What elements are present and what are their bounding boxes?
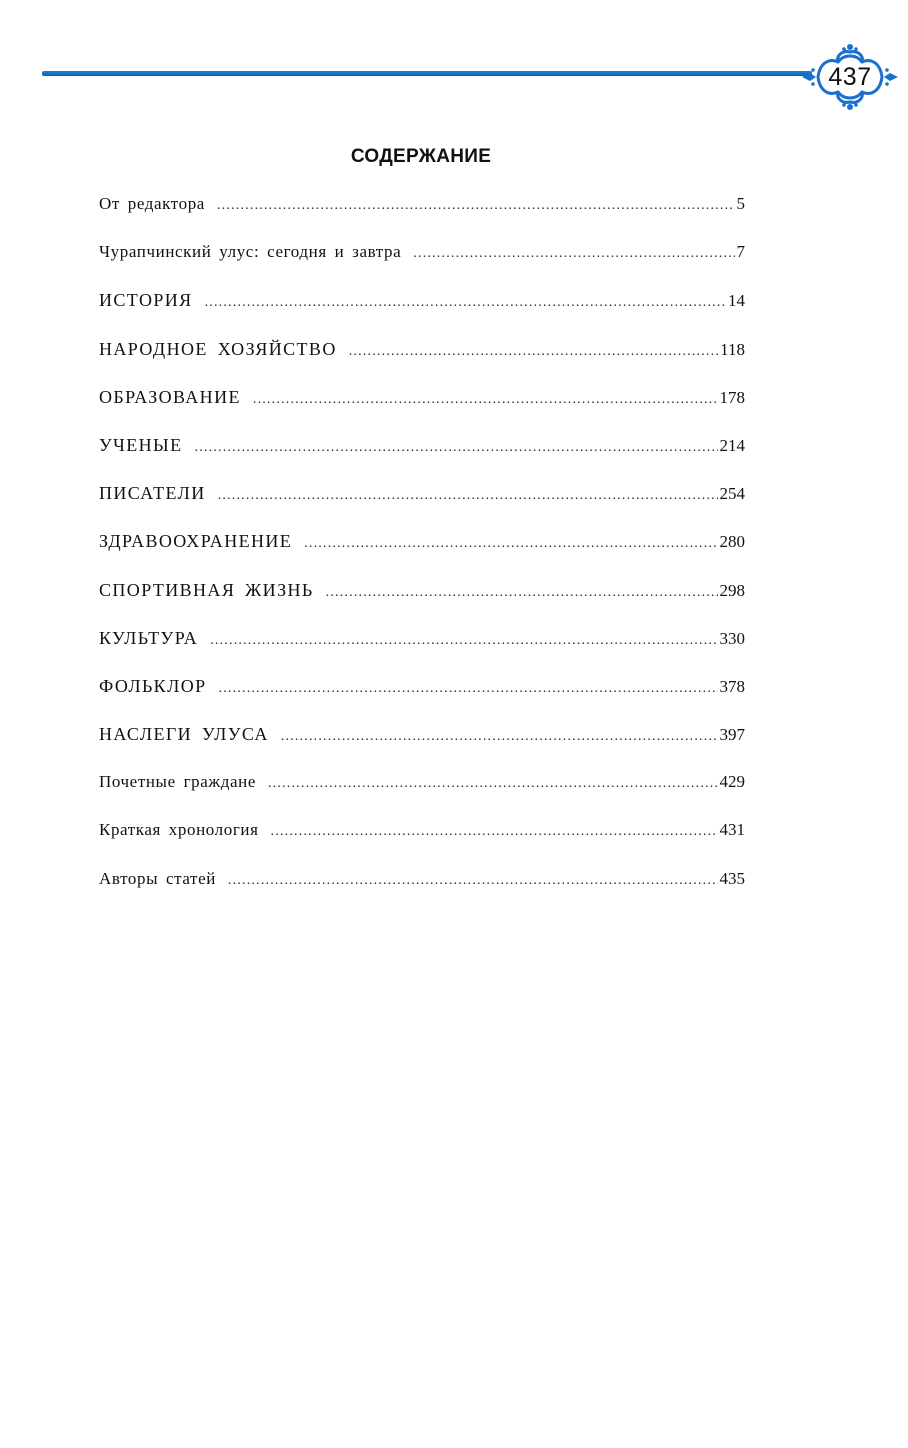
- toc-entry: [99, 724, 745, 772]
- toc-title: СОДЕРЖАНИЕ: [350, 146, 492, 167]
- toc-entry: [99, 869, 745, 917]
- toc-entry-page: 118: [720, 339, 745, 359]
- toc-entry-title: Чурапчинский улус: сегодня и завтра: [99, 242, 402, 262]
- toc-entry-page: 5: [736, 194, 745, 213]
- dot-leader: [218, 488, 718, 504]
- dot-leader: [217, 198, 735, 214]
- toc-entry-page: 7: [736, 242, 745, 262]
- toc-entry-page: 280: [719, 532, 745, 552]
- toc-entry: [99, 772, 745, 820]
- toc-entry: [99, 628, 745, 676]
- toc-entry-title: Авторы статей: [99, 868, 216, 888]
- dot-leader: [219, 681, 718, 697]
- toc-entry-title: НАСЛЕГИ УЛУСА: [99, 724, 269, 745]
- dot-leader: [271, 824, 718, 840]
- toc-entry: [99, 531, 745, 579]
- toc-entry-page: 397: [719, 725, 745, 745]
- dot-leader: [210, 633, 717, 649]
- toc-entry: [99, 339, 745, 387]
- toc-entry-page: 14: [728, 291, 745, 311]
- toc-entry: [99, 435, 745, 483]
- toc-entry: [99, 290, 745, 338]
- dot-leader: [205, 295, 726, 311]
- toc-entry-title: НАРОДНОЕ ХОЗЯЙСТВО: [99, 338, 337, 359]
- header-rule: [42, 71, 812, 76]
- toc-entry-page: 298: [719, 580, 745, 600]
- page-number-badge: [800, 42, 900, 112]
- page-number: 437: [828, 63, 872, 91]
- toc-entry-page: 429: [719, 772, 745, 792]
- dot-leader: [413, 246, 734, 262]
- toc-list: [99, 194, 745, 917]
- toc-entry-page: 214: [719, 435, 745, 455]
- toc-entry-title: Краткая хронология: [99, 820, 259, 840]
- toc-entry-page: 431: [719, 820, 745, 840]
- toc-entry-title: КУЛЬТУРА: [99, 627, 199, 648]
- toc-entry: [99, 242, 745, 290]
- toc-entry-title: ПИСАТЕЛИ: [99, 483, 206, 504]
- toc-entry: [99, 387, 745, 435]
- toc-entry-title: ОБРАЗОВАНИЕ: [99, 386, 241, 407]
- toc-entry-title: ФОЛЬКЛОР: [99, 675, 207, 696]
- dot-leader: [281, 729, 718, 745]
- toc-entry-page: 378: [719, 676, 745, 696]
- toc-entry: [99, 820, 745, 868]
- toc-entry-title: От редактора: [99, 194, 205, 213]
- toc-entry-title: СПОРТИВНАЯ ЖИЗНЬ: [99, 579, 314, 600]
- toc-entry-page: 178: [719, 387, 745, 407]
- toc-entry: [99, 194, 745, 242]
- toc-entry-title: УЧЕНЫЕ: [99, 434, 183, 455]
- toc-entry-page: 254: [719, 484, 745, 504]
- toc-entry-page: 330: [719, 628, 745, 648]
- dot-leader: [228, 873, 718, 889]
- toc-entry: [99, 676, 745, 724]
- dot-leader: [195, 440, 718, 456]
- toc-entry-title: ЗДРАВООХРАНЕНИЕ: [99, 531, 293, 552]
- toc-entry: [99, 483, 745, 531]
- toc-entry-page: 435: [719, 868, 745, 888]
- toc-entry: [99, 580, 745, 628]
- dot-leader: [253, 392, 718, 408]
- dot-leader: [349, 344, 718, 360]
- dot-leader: [304, 536, 717, 552]
- dot-leader: [326, 585, 718, 601]
- toc-entry-title: Почетные граждане: [99, 772, 256, 792]
- dot-leader: [268, 776, 718, 792]
- toc-entry-title: ИСТОРИЯ: [99, 290, 193, 311]
